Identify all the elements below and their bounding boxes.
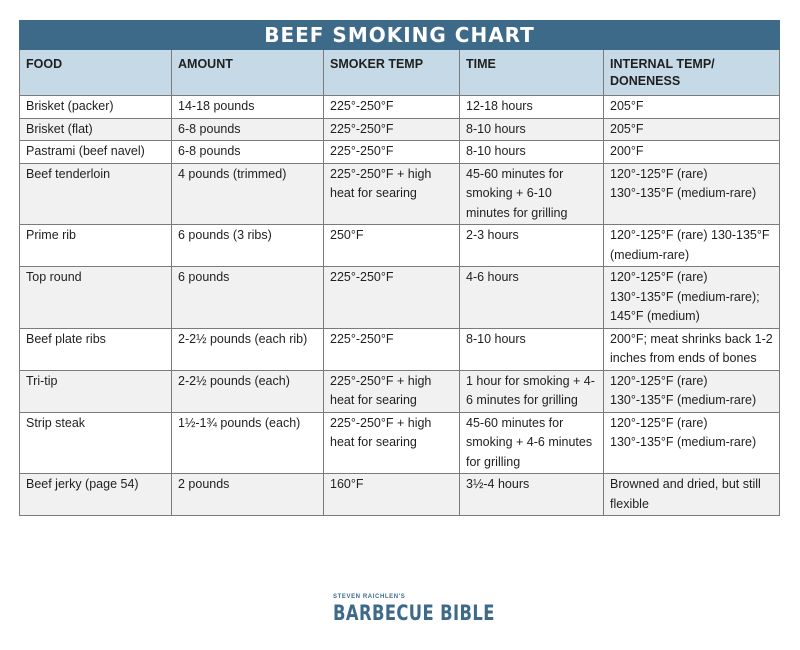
column-header-amount: AMOUNT <box>172 50 324 96</box>
food-cell: Tri-tip <box>20 370 172 412</box>
smoker-temp-cell: 225°-250°F <box>324 141 460 164</box>
chart-title: BEEF SMOKING CHART <box>20 21 780 50</box>
internal-temp-cell: 120°-125°F (rare) 130-135°F (medium-rare) <box>604 225 780 267</box>
table-row <box>20 267 780 329</box>
smoker-temp-cell: 225°-250°F <box>324 328 460 370</box>
internal-temp-cell: 205°F <box>604 118 780 141</box>
table-row <box>20 328 780 370</box>
header-row <box>20 50 780 96</box>
food-cell: Top round <box>20 267 172 329</box>
amount-cell: 1½-1¾ pounds (each) <box>172 412 324 474</box>
amount-cell: 2-2½ pounds (each) <box>172 370 324 412</box>
amount-cell: 6 pounds (3 ribs) <box>172 225 324 267</box>
time-cell: 1 hour for smoking + 4-6 minutes for grilling <box>460 370 604 412</box>
internal-temp-cell: Browned and dried, but still flexible <box>604 474 780 516</box>
time-cell: 45-60 minutes for smoking + 4-6 minutes for grilling <box>460 412 604 474</box>
time-cell: 45-60 minutes for smoking + 6-10 minutes for grilling <box>460 163 604 225</box>
time-cell: 8-10 hours <box>460 118 604 141</box>
time-cell: 12-18 hours <box>460 96 604 119</box>
table-row <box>20 96 780 119</box>
smoker-temp-cell: 225°-250°F <box>324 267 460 329</box>
food-cell: Strip steak <box>20 412 172 474</box>
food-cell: Beef tenderloin <box>20 163 172 225</box>
column-header-time: TIME <box>460 50 604 96</box>
table-row <box>20 370 780 412</box>
amount-cell: 6 pounds <box>172 267 324 329</box>
smoker-temp-cell: 225°-250°F + high heat for searing <box>324 370 460 412</box>
smoker-temp-cell: 225°-250°F <box>324 96 460 119</box>
amount-cell: 6-8 pounds <box>172 141 324 164</box>
table-row <box>20 141 780 164</box>
smoker-temp-cell: 225°-250°F + high heat for searing <box>324 163 460 225</box>
smoker-temp-cell: 160°F <box>324 474 460 516</box>
food-cell: Pastrami (beef navel) <box>20 141 172 164</box>
amount-cell: 14-18 pounds <box>172 96 324 119</box>
internal-temp-cell: 120°-125°F (rare) 130°-135°F (medium-rare); 145°F (medium) <box>604 267 780 329</box>
food-cell: Beef plate ribs <box>20 328 172 370</box>
smoker-temp-cell: 250°F <box>324 225 460 267</box>
food-cell: Prime rib <box>20 225 172 267</box>
chart-body <box>20 96 780 516</box>
food-cell: Brisket (flat) <box>20 118 172 141</box>
internal-temp-cell: 205°F <box>604 96 780 119</box>
internal-temp-cell: 120°-125°F (rare) 130°-135°F (medium-rare) <box>604 370 780 412</box>
amount-cell: 2-2½ pounds (each rib) <box>172 328 324 370</box>
internal-temp-cell: 200°F <box>604 141 780 164</box>
internal-temp-cell: 120°-125°F (rare) 130°-135°F (medium-rare) <box>604 412 780 474</box>
amount-cell: 2 pounds <box>172 474 324 516</box>
logo-byline: STEVEN RAICHLEN'S <box>333 594 406 600</box>
amount-cell: 4 pounds (trimmed) <box>172 163 324 225</box>
internal-temp-cell: 200°F; meat shrinks back 1-2 inches from ends of bones <box>604 328 780 370</box>
internal-temp-cell: 120°-125°F (rare) 130°-135°F (medium-rare) <box>604 163 780 225</box>
table-row <box>20 474 780 516</box>
smoker-temp-cell: 225°-250°F + high heat for searing <box>324 412 460 474</box>
time-cell: 2-3 hours <box>460 225 604 267</box>
time-cell: 3½-4 hours <box>460 474 604 516</box>
food-cell: Beef jerky (page 54) <box>20 474 172 516</box>
chart-title-row <box>20 21 780 50</box>
beef-smoking-chart <box>19 20 780 516</box>
time-cell: 4-6 hours <box>460 267 604 329</box>
table-row <box>20 163 780 225</box>
barbecue-bible-logo[interactable] <box>333 594 495 625</box>
column-header-smoker-temp: SMOKER TEMP <box>324 50 460 96</box>
table-row <box>20 118 780 141</box>
smoker-temp-cell: 225°-250°F <box>324 118 460 141</box>
table-row <box>20 225 780 267</box>
food-cell: Brisket (packer) <box>20 96 172 119</box>
amount-cell: 6-8 pounds <box>172 118 324 141</box>
logo-wordmark: BARBECUE BIBLE <box>333 601 495 625</box>
table-row <box>20 412 780 474</box>
time-cell: 8-10 hours <box>460 141 604 164</box>
time-cell: 8-10 hours <box>460 328 604 370</box>
column-header-internal-temp: INTERNAL TEMP/ DONENESS <box>604 50 780 96</box>
column-header-food: FOOD <box>20 50 172 96</box>
